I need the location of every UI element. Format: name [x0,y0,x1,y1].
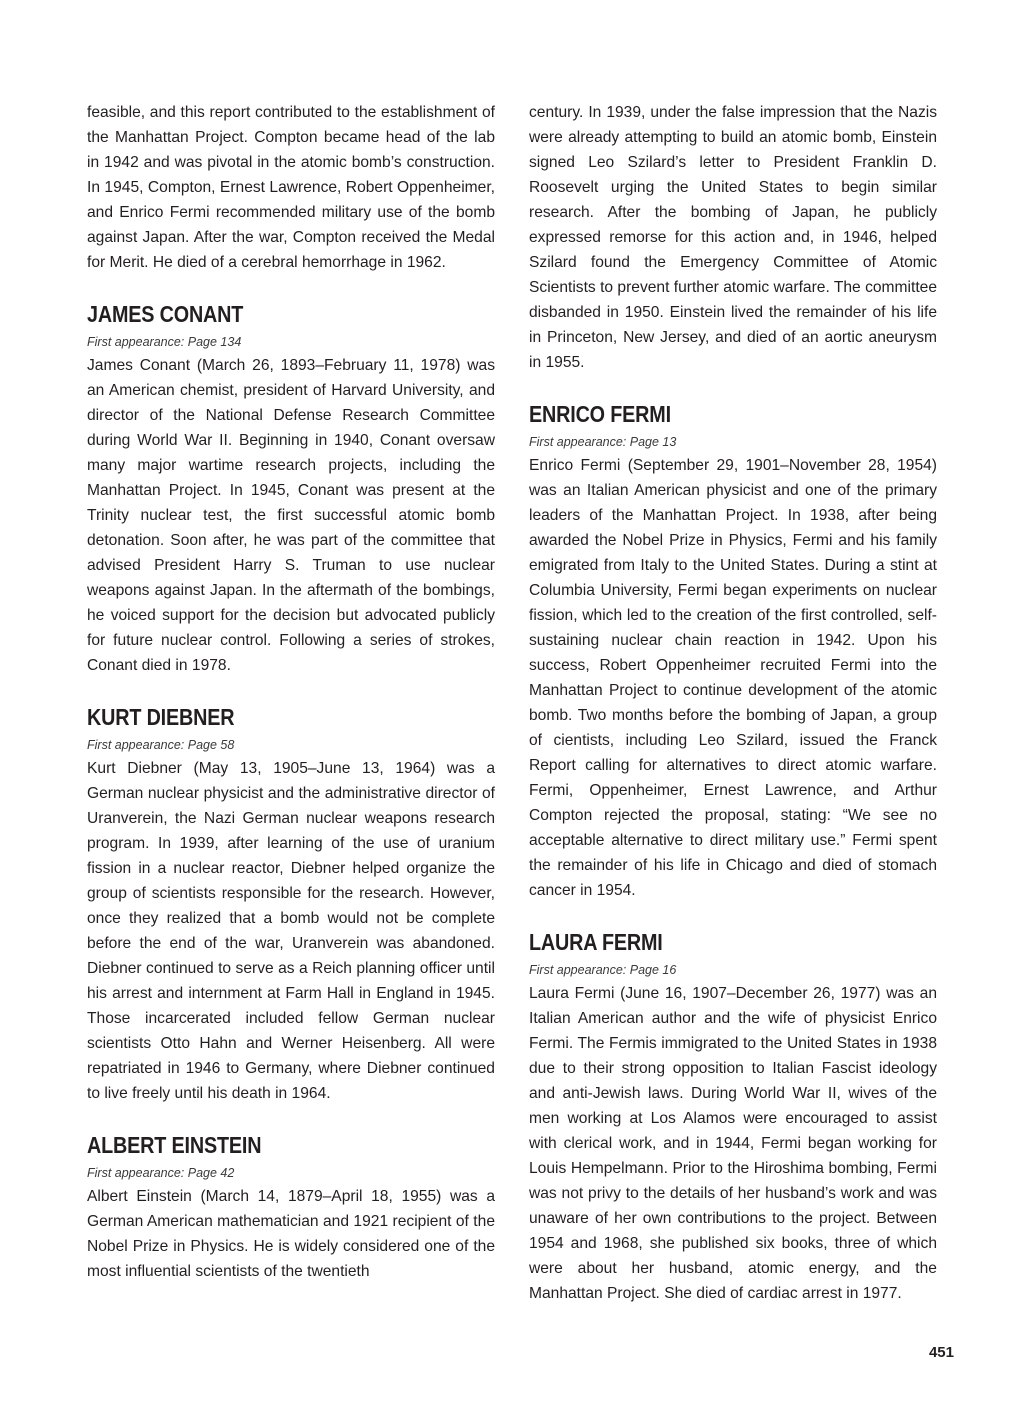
first-appearance: First appearance: Page 42 [87,1166,235,1180]
entry-body: Albert Einstein (March 14, 1879–April 18, 1955) was a German American mathematician and 1921 recipient of the Nobel Prize in Physics. He is widely considered one of the most influential scientists of the twentieth [87,1188,495,1280]
entry-title: ALBERT EINSTEIN [87,1132,262,1158]
entry-title: LAURA FERMI [529,929,663,955]
entry-kurt-diebner [87,702,495,1106]
entry-title: ENRICO FERMI [529,401,671,427]
continued-paragraph: feasible, and this report contributed to the establishment of the Manhattan Project. Compton became head of the lab in 1942 and was pivotal in the atomic bomb’s construction. In 1945, Compton, Ernest Lawrence, Robert Oppenheimer, and Enrico Fermi recommended military use of the bomb against Japan. After the war, Compton received the Medal for Merit. He died of a cerebral hemorrhage in 1962. [87,104,495,271]
entry-title: KURT DIEBNER [87,704,235,730]
entry-body: Enrico Fermi (September 29, 1901–November 28, 1954) was an Italian American physicist and one of the primary leaders of the Manhattan Project. In 1938, after being awarded the Nobel Prize in Physics, Fermi and his family emigrated from Italy to the United States. During a stint at Columbia University, Fermi began experiments on nuclear fission, which led to the creation of the first controlled, self-sustaining nuclear chain reaction in 1942. Upon his success, Robert Oppenheimer recruited Fermi into the Manhattan Project to continue development of the atomic bomb. Two months before the bombing of Japan, a group of cientists, including Leo Szilard, issued the Franck Report calling for alternatives to direct atomic warfare. Fermi, Oppenheimer, Ernest Lawrence, and Arthur Compton rejected the proposal, stating: “We see no acceptable alternative to direct military use.” Fermi spent the remainder of his life in Chicago and died of stomach cancer in 1954. [529,457,937,899]
page-number: 451 [928,1344,954,1361]
continued-paragraph: century. In 1939, under the false impression that the Nazis were already attempting to build an atomic bomb, Einstein signed Leo Szilard’s letter to President Franklin D. Roosevelt urging the United States to begin similar research. After the bombing of Japan, he publicly expressed remorse for this action and, in 1946, helped Szilard found the Emergency Committee of Atomic Scientists to prevent further atomic warfare. The committee disbanded in 1950. Einstein lived the remainder of his life in Princeton, New Jersey, and died of an aortic aneurysm in 1955. [529,104,937,371]
entry-albert-einstein [87,1130,495,1284]
entry-james-conant [87,299,495,678]
first-appearance: First appearance: Page 16 [529,963,677,977]
entry-laura-fermi [529,927,937,1306]
entry-body: Laura Fermi (June 16, 1907–December 26, 1977) was an Italian American author and the wife of physicist Enrico Fermi. The Fermis immigrated to the United States in 1938 due to their strong opposition to Italian Fascist ideology and anti-Jewish laws. During World War II, wives of the men working at Los Alamos were encouraged to assist with clerical work, and in 1944, Fermi began working for Louis Hempelmann. Prior to the Hiroshima bombing, Fermi was not privy to the details of her husband’s work and was unaware of her own contributions to the project. Between 1954 and 1968, she published six books, three of which were about her husband, atomic energy, and the Manhattan Project. She died of cardiac arrest in 1977. [529,985,937,1302]
right-column [529,100,937,1306]
entry-body: Kurt Diebner (May 13, 1905–June 13, 1964) was a German nuclear physicist and the administrative director of Uranverein, the Nazi German nuclear weapons research program. In 1939, after learning of the use of uranium fission in a nuclear reactor, Diebner helped organize the group of scientists responsible for the research. However, once they realized that a bomb would not be complete before the end of the war, Uranverein was abandoned. Diebner continued to serve as a Reich planning officer until his arrest and internment at Farm Hall in England in 1945. Those incarcerated included fellow German nuclear scientists Otto Hahn and Werner Heisenberg. All were repatriated in 1946 to Germany, where Diebner continued to live freely until his death in 1964. [87,760,495,1102]
left-column [87,100,495,1284]
first-appearance: First appearance: Page 13 [529,435,677,449]
entry-title: JAMES CONANT [87,301,244,327]
first-appearance: First appearance: Page 58 [87,738,235,752]
first-appearance: First appearance: Page 134 [87,335,242,349]
entry-body: James Conant (March 26, 1893–February 11, 1978) was an American chemist, president of Harvard University, and director of the National Defense Research Committee during World War II. Beginning in 1940, Conant oversaw many major wartime research projects, including the Manhattan Project. In 1945, Conant was present at the Trinity nuclear test, the first successful atomic bomb detonation. Soon after, he was part of the committee that advised President Harry S. Truman to use nuclear weapons against Japan. In the aftermath of the bombings, he voiced support for the decision but advocated publicly for future nuclear control. Following a series of strokes, Conant died in 1978. [87,357,495,674]
entry-enrico-fermi [529,399,937,903]
